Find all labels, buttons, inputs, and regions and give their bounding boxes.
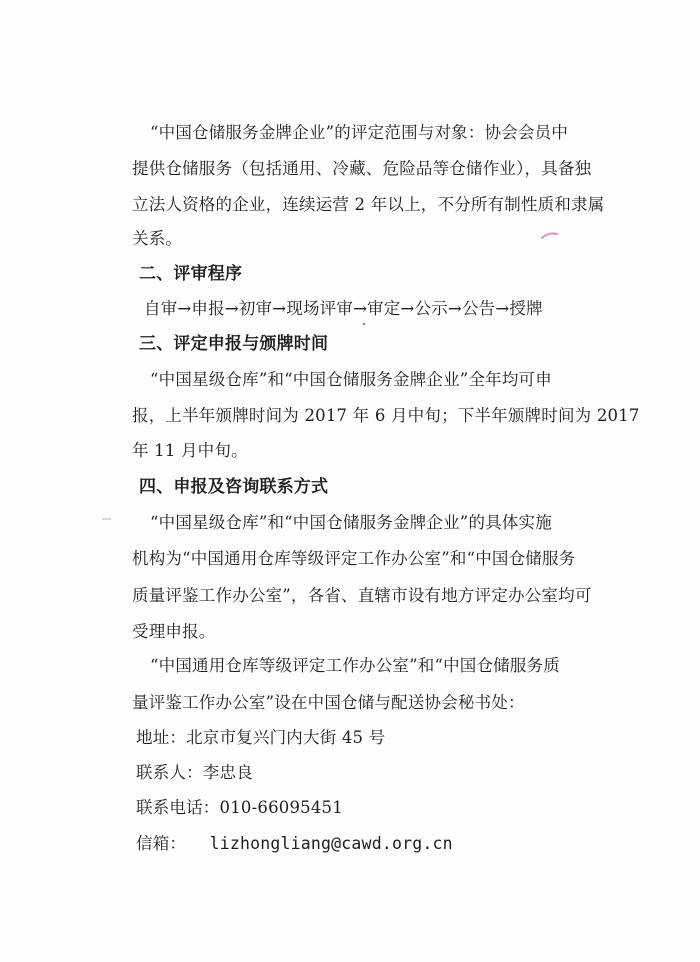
review-steps: 自审→申报→初审→现场评审→审定→公示→公告→授牌 <box>144 299 543 318</box>
contact-email-row <box>0 833 700 855</box>
edge-scan-mark <box>101 516 113 522</box>
timing-line-3: 年 11 月中旬。 <box>132 441 248 460</box>
scope-line-4: 关系。 <box>132 229 183 248</box>
contact-para2-line-2: 量评鉴工作办公室”设在中国仓储与配送协会秘书处： <box>132 693 525 712</box>
dot-scan-mark <box>361 321 367 327</box>
contact-email-label: 信箱： <box>136 834 187 853</box>
contact-email-value: lizhongliang@cawd.org.cn <box>209 834 453 853</box>
contact-para1-line-2: 机构为“中国通用仓库等级评定工作办公室”和“中国仓储服务 <box>132 549 576 568</box>
contact-para1-line-1: “中国星级仓库”和“中国仓储服务金牌企业”的具体实施 <box>150 513 552 532</box>
scope-line-2: 提供仓储服务（包括通用、冷藏、危险品等仓储作业），具备独 <box>132 159 592 178</box>
contact-para1-line-4: 受理申报。 <box>132 622 216 641</box>
scope-line-1: “中国仓储服务金牌企业”的评定范围与对象：协会会员中 <box>150 123 569 142</box>
timing-line-2: 报，上半年颁牌时间为 2017 年 6 月中旬；下半年颁牌时间为 2017 <box>132 406 640 425</box>
contact-para2-line-1: “中国通用仓库等级评定工作办公室”和“中国仓储服务质 <box>150 656 561 675</box>
section-3-title: 三、评定申报与颁牌时间 <box>139 334 329 354</box>
timing-line-1: “中国星级仓库”和“中国仓储服务金牌企业”全年均可申 <box>150 370 552 389</box>
contact-person: 联系人：李忠良 <box>136 763 253 782</box>
contact-para1-line-3: 质量评鉴工作办公室”，各省、直辖市设有地方评定办公室均可 <box>132 586 592 605</box>
pink-scan-mark <box>540 228 560 242</box>
contact-address: 地址：北京市复兴门内大街 45 号 <box>136 728 386 747</box>
section-4-title: 四、申报及咨询联系方式 <box>139 477 329 497</box>
scope-line-3: 立法人资格的企业，连续运营 2 年以上，不分所有制性质和隶属 <box>132 195 605 214</box>
section-2-title: 二、评审程序 <box>139 264 243 284</box>
contact-phone: 联系电话：010-66095451 <box>136 798 343 817</box>
